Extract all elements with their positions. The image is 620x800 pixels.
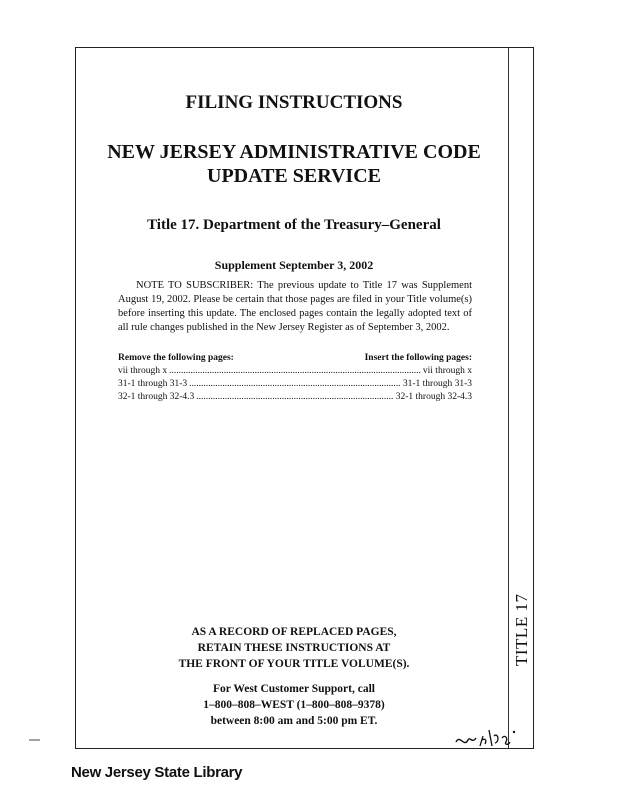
customer-support	[80, 681, 508, 729]
remove-header: Remove the following pages:	[118, 353, 234, 363]
support-line: For West Customer Support, call	[213, 683, 375, 695]
support-line: between 8:00 am and 5:00 pm ET.	[210, 715, 378, 727]
record-line: AS A RECORD OF REPLACED PAGES,	[191, 626, 397, 638]
dot-leader	[169, 366, 421, 376]
code-title-line-1: NEW JERSEY ADMINISTRATIVE CODE	[107, 141, 481, 163]
insert-pages: 32-1 through 32-4.3	[395, 392, 472, 402]
dot-leader	[196, 392, 393, 402]
table-row	[118, 392, 472, 405]
document-heading: FILING INSTRUCTIONS	[185, 92, 403, 113]
record-line: THE FRONT OF YOUR TITLE VOLUME(S).	[178, 658, 410, 670]
scan-mark	[28, 738, 42, 742]
insert-pages: 31-1 through 31-3	[402, 379, 472, 389]
table-header	[118, 353, 472, 366]
table-row	[118, 379, 472, 392]
page-replacement-table	[118, 353, 472, 405]
remove-pages: 32-1 through 32-4.3	[118, 392, 195, 402]
handwritten-initials	[452, 716, 522, 752]
record-line: RETAIN THESE INSTRUCTIONS AT	[197, 642, 391, 654]
insert-header: Insert the following pages:	[364, 353, 472, 363]
subscriber-note: NOTE TO SUBSCRIBER: The previous update to Title 17 was Supplement August 19, 2002. Please be certain that those pages are filed in your Title volume(s) before inserting this update. The enclosed pages contain the legally adopted text of all rule changes published in the New Jersey Register as of September 3, 2002.	[118, 280, 472, 333]
support-line: 1–800–808–WEST (1–800–808–9378)	[203, 699, 385, 711]
title-tab-label: TITLE 17	[512, 593, 531, 666]
insert-pages: vii through x	[422, 366, 472, 376]
title-subject: Title 17. Department of the Treasury–General	[147, 217, 441, 233]
library-stamp: New Jersey State Library	[71, 764, 243, 781]
code-title-line-2: UPDATE SERVICE	[207, 165, 381, 187]
remove-pages: vii through x	[118, 366, 168, 376]
supplement-date: Supplement September 3, 2002	[214, 258, 374, 272]
remove-pages: 31-1 through 31-3	[118, 379, 188, 389]
record-instructions	[80, 624, 508, 672]
dot-leader	[189, 379, 401, 389]
code-title	[80, 140, 508, 188]
table-row	[118, 366, 472, 379]
